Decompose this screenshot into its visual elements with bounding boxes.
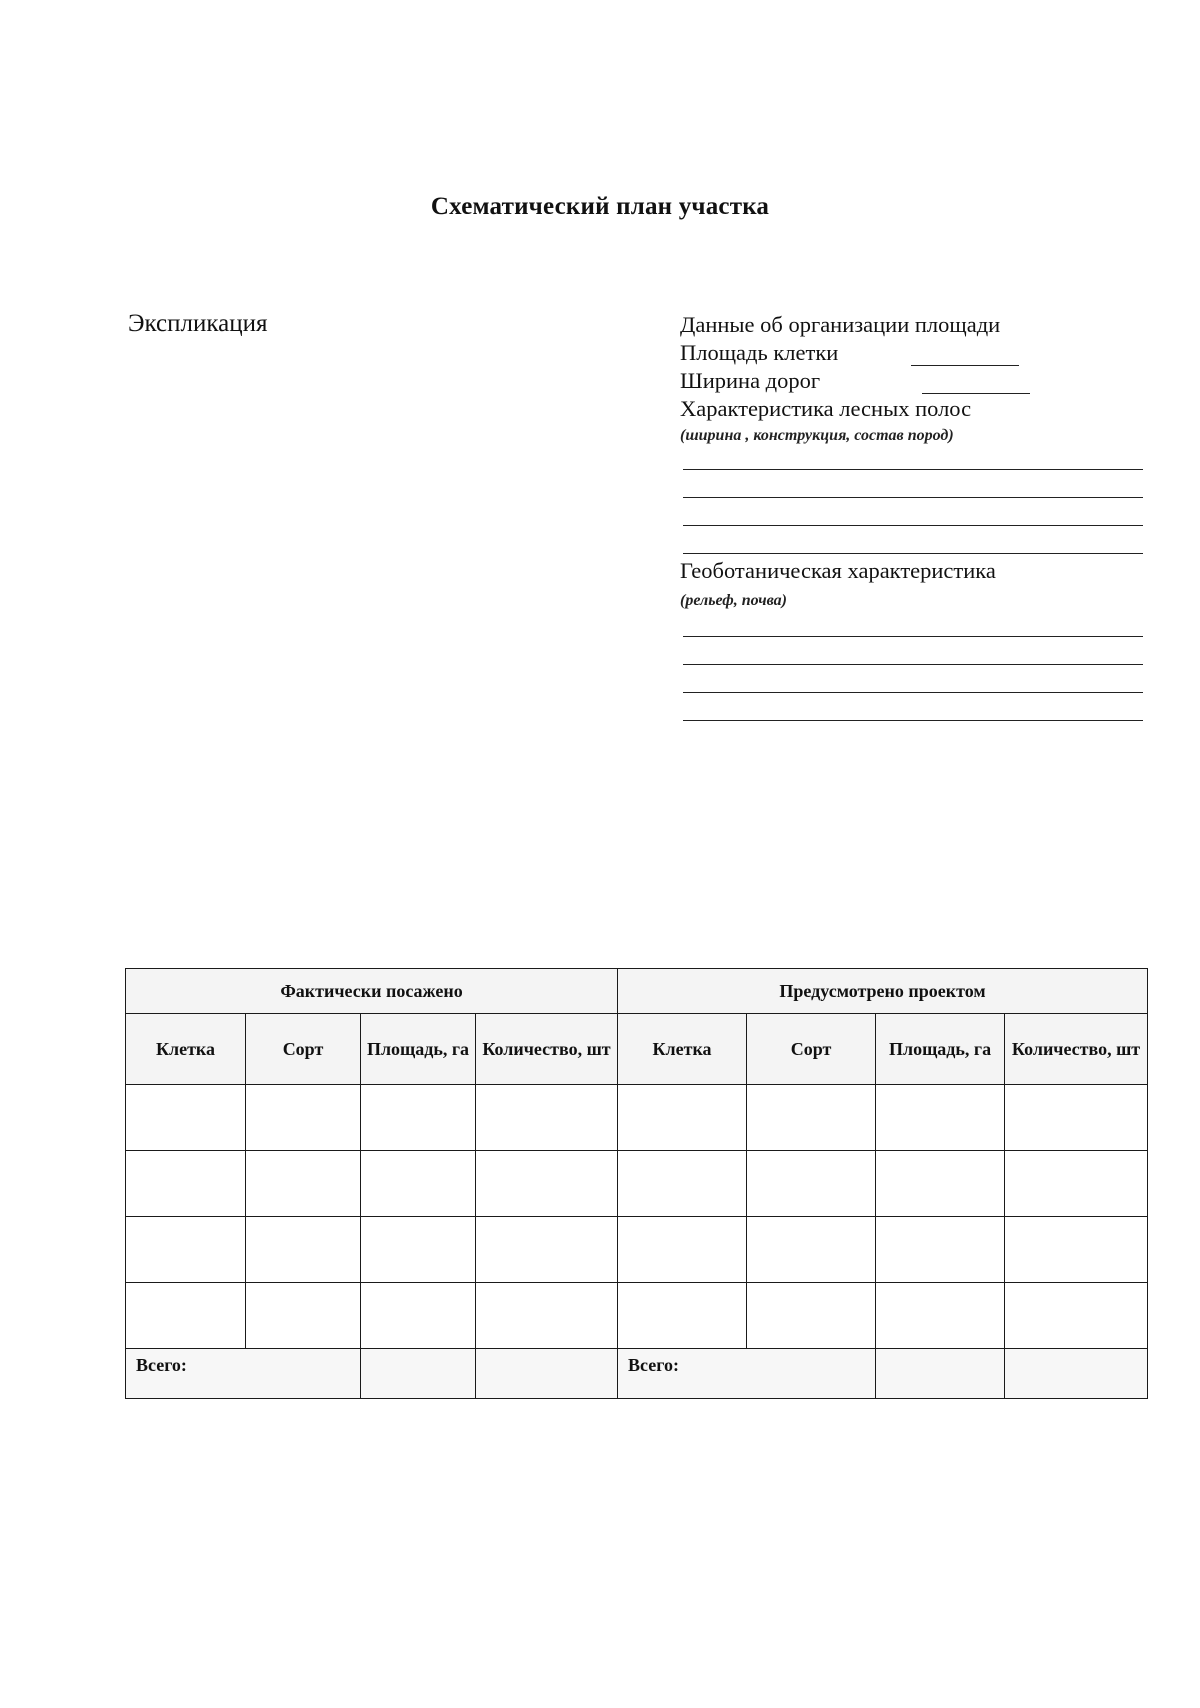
table-cell[interactable] (476, 1085, 618, 1151)
column-header-variety: Сорт (747, 1014, 876, 1085)
table-cell[interactable] (476, 1283, 618, 1349)
table-cell[interactable] (246, 1085, 361, 1151)
table-cell[interactable] (1005, 1151, 1148, 1217)
table-cell[interactable] (876, 1283, 1005, 1349)
table-cell[interactable] (747, 1151, 876, 1217)
column-header-area: Площадь, га (361, 1014, 476, 1085)
total-label-actual: Всего: (126, 1349, 361, 1399)
total-quantity-actual[interactable] (476, 1349, 618, 1399)
total-label-planned: Всего: (618, 1349, 876, 1399)
table-cell[interactable] (747, 1283, 876, 1349)
geobotany-line[interactable] (683, 664, 1143, 665)
table-cell[interactable] (246, 1283, 361, 1349)
total-quantity-planned[interactable] (1005, 1349, 1148, 1399)
forest-strips-line[interactable] (683, 497, 1143, 498)
table-row (126, 1217, 1148, 1283)
table-cell[interactable] (876, 1217, 1005, 1283)
road-width-blank[interactable] (922, 393, 1030, 394)
column-header-cell: Клетка (126, 1014, 246, 1085)
table-row (126, 1151, 1148, 1217)
column-header-cell: Клетка (618, 1014, 747, 1085)
column-header-variety: Сорт (246, 1014, 361, 1085)
organization-heading: Данные об организации площади (680, 312, 1001, 337)
table-cell[interactable] (246, 1151, 361, 1217)
total-area-planned[interactable] (876, 1349, 1005, 1399)
cell-area-blank[interactable] (911, 365, 1019, 366)
geobotany-line[interactable] (683, 636, 1143, 637)
explication-label: Экспликация (128, 310, 268, 337)
column-header-area: Площадь, га (876, 1014, 1005, 1085)
table-cell[interactable] (361, 1217, 476, 1283)
geobotany-line[interactable] (683, 720, 1143, 721)
table-cell[interactable] (618, 1283, 747, 1349)
column-header-quantity: Количество, шт (1005, 1014, 1148, 1085)
forest-strips-label: Характеристика лесных полос (680, 396, 972, 421)
column-header-quantity: Количество, шт (476, 1014, 618, 1085)
total-area-actual[interactable] (361, 1349, 476, 1399)
table-cell[interactable] (126, 1085, 246, 1151)
table-cell[interactable] (476, 1217, 618, 1283)
group-header-planned: Предусмотрено проектом (618, 969, 1148, 1014)
table-cell[interactable] (1005, 1283, 1148, 1349)
table-cell[interactable] (876, 1085, 1005, 1151)
table-cell[interactable] (246, 1217, 361, 1283)
planting-table (125, 968, 1148, 1399)
table-cell[interactable] (747, 1085, 876, 1151)
forest-strips-line[interactable] (683, 469, 1143, 470)
table-row (126, 1283, 1148, 1349)
table-cell[interactable] (126, 1217, 246, 1283)
table-cell[interactable] (618, 1217, 747, 1283)
table-cell[interactable] (476, 1151, 618, 1217)
forest-strips-note: (ширина , конструкция, состав пород) (680, 427, 954, 444)
table-cell[interactable] (747, 1217, 876, 1283)
geobotany-heading: Геоботаническая характеристика (680, 558, 996, 583)
group-header-actual: Фактически посажено (126, 969, 618, 1014)
total-row (126, 1349, 1148, 1399)
table-cell[interactable] (1005, 1085, 1148, 1151)
table-cell[interactable] (361, 1151, 476, 1217)
table-cell[interactable] (876, 1151, 1005, 1217)
geobotany-note: (рельеф, почва) (680, 592, 787, 609)
table-cell[interactable] (361, 1283, 476, 1349)
table-cell[interactable] (126, 1151, 246, 1217)
forest-strips-line[interactable] (683, 525, 1143, 526)
page-title: Схематический план участка (430, 193, 770, 220)
table-cell[interactable] (618, 1151, 747, 1217)
table-cell[interactable] (618, 1085, 747, 1151)
forest-strips-line[interactable] (683, 553, 1143, 554)
table-cell[interactable] (361, 1085, 476, 1151)
table-cell[interactable] (1005, 1217, 1148, 1283)
table-cell[interactable] (126, 1283, 246, 1349)
road-width-label: Ширина дорог (680, 368, 821, 393)
geobotany-line[interactable] (683, 692, 1143, 693)
cell-area-label: Площадь клетки (680, 340, 839, 365)
table-row (126, 1085, 1148, 1151)
